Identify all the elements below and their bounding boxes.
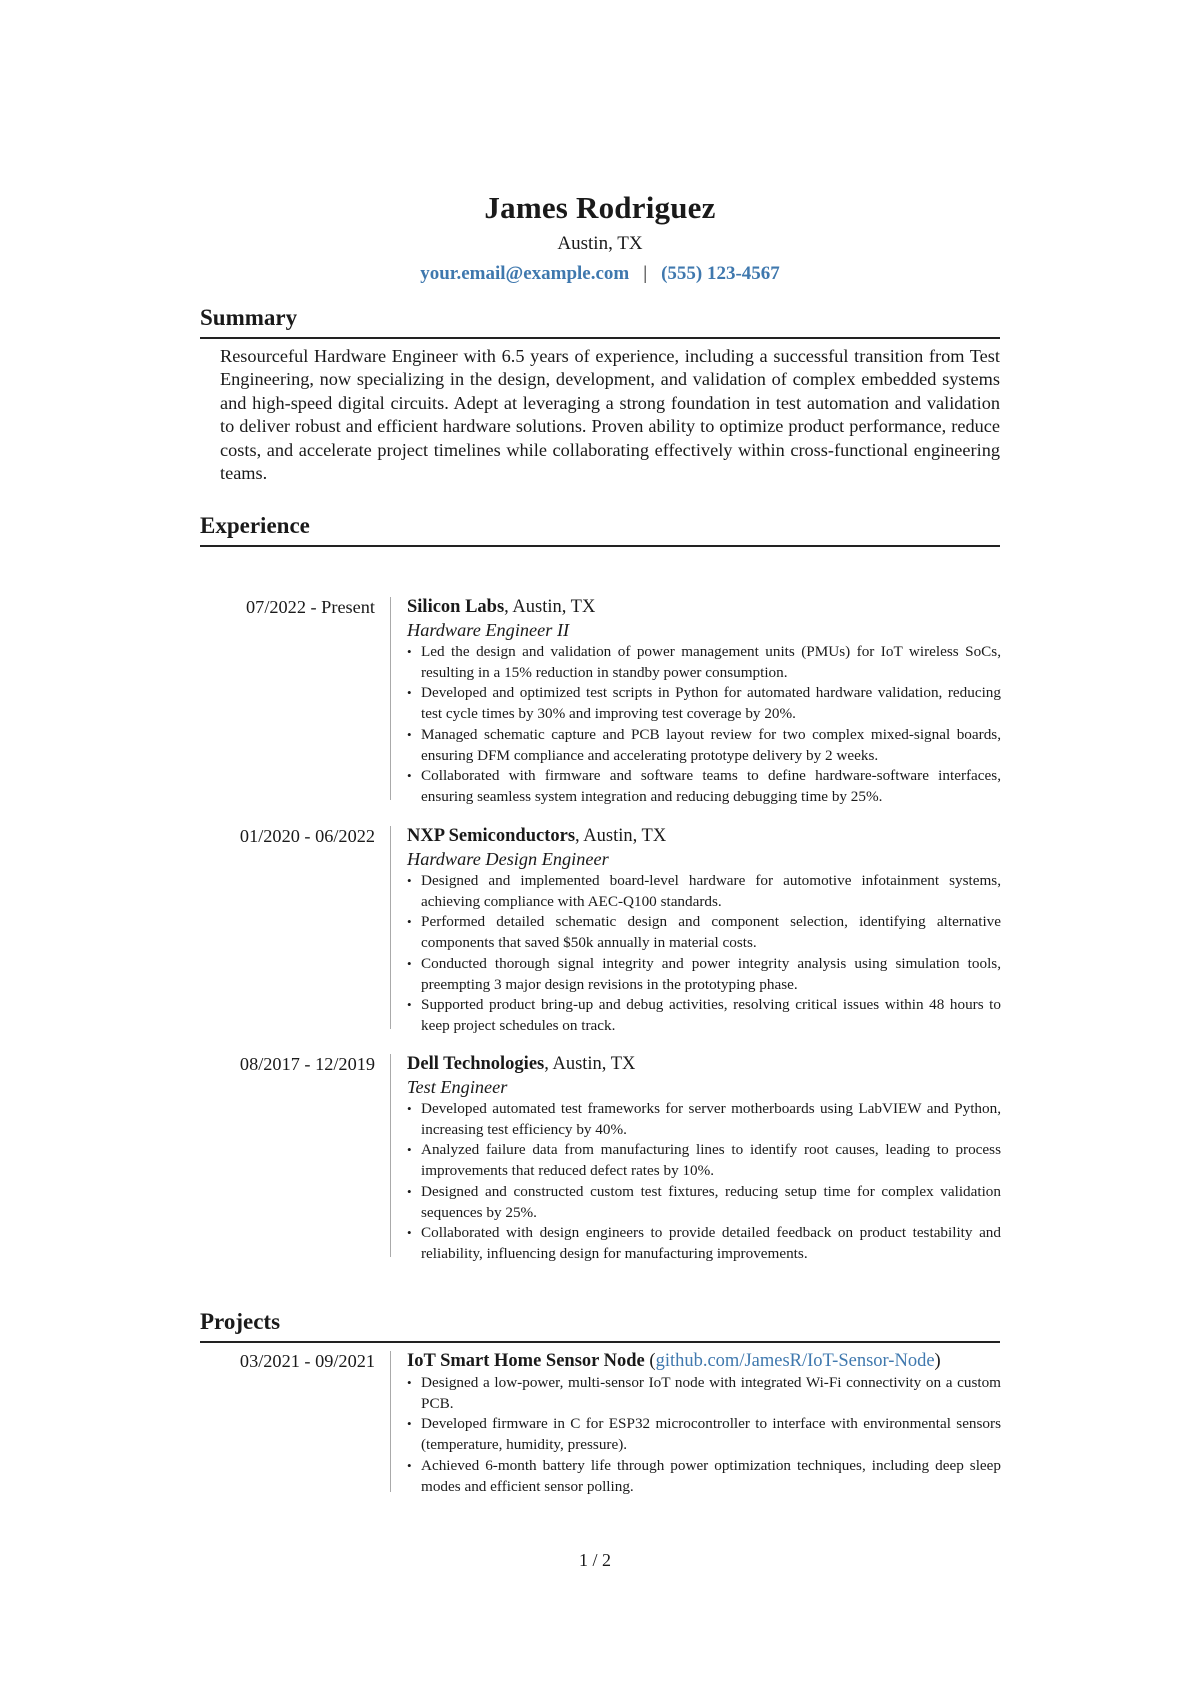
project-name: IoT Smart Home Sensor Node <box>407 1351 645 1371</box>
bullet-icon: • <box>407 997 412 1013</box>
list-item <box>407 1182 1001 1223</box>
bullet-icon: • <box>407 955 412 971</box>
bullet-icon: • <box>407 1225 412 1241</box>
job-title: Hardware Engineer II <box>407 620 570 640</box>
candidate-location: Austin, TX <box>557 233 643 254</box>
bullet-icon: • <box>407 768 412 784</box>
projects-section <box>200 1307 1000 1343</box>
org-line <box>407 1053 1001 1076</box>
entry-content <box>407 1350 1001 1497</box>
bullet-text: Achieved 6-month battery life through power optimization techniques, including deep sleep modes and efficient sensor polling. <box>421 1456 1001 1495</box>
company-name: NXP Semiconductors <box>407 826 576 846</box>
paren-close: ) <box>934 1351 941 1371</box>
section-divider <box>200 337 1000 339</box>
project-link[interactable]: github.com/JamesR/IoT-Sensor-Node <box>655 1351 935 1371</box>
paren-open: ( <box>644 1351 656 1371</box>
timeline-line <box>390 826 391 1029</box>
bullet-text: Supported product bring-up and debug activities, resolving critical issues within 48 hours to keep project schedules on track. <box>421 996 1001 1034</box>
timeline-line <box>390 1351 391 1492</box>
contact-separator: | <box>643 263 648 284</box>
bullet-text: Managed schematic capture and PCB layout review for two complex mixed-signal boards, ensuring DFM compliance and accelerating prototype delivery by 2 weeks. <box>421 725 1001 764</box>
bullet-text: Conducted thorough signal integrity and power integrity analysis using simulation tools, preempting 3 major design revisions in the prototyping phase. <box>421 954 1001 993</box>
bullet-icon: • <box>407 1416 412 1432</box>
company-location: , Austin, TX <box>575 826 667 846</box>
bullet-text: Led the design and validation of power management units (PMUs) for IoT wireless SoCs, resulting in a 15% reduction in standby power consumption. <box>421 643 1001 681</box>
achievement-list <box>407 1099 1001 1265</box>
entry-date: 01/2020 - 06/2022 <box>239 826 375 846</box>
summary-section <box>200 303 1000 485</box>
bullet-icon: • <box>407 1375 412 1390</box>
section-title-experience: Experience <box>200 513 310 538</box>
section-title-summary: Summary <box>200 305 298 330</box>
page-number: 1 / 2 <box>578 1550 611 1570</box>
company-location: , Austin, TX <box>544 1054 636 1074</box>
entry-date: 03/2021 - 09/2021 <box>239 1351 375 1371</box>
section-title-projects: Projects <box>200 1309 281 1334</box>
bullet-icon: • <box>407 914 412 930</box>
summary-text: Resourceful Hardware Engineer with 6.5 years of experience, including a successful transition from Test Engineering, now specializing in the design, development, and validation of complex embedded systems and high-speed digital circuits. Adept at leveraging a strong foundation in test automation and validation to deliver robust and efficient hardware solutions. Proven ability to optimize product performance, reduce costs, and accelerate project timelines while collaborating effectively within cross-functional engineering teams. <box>220 346 1000 484</box>
job-title: Hardware Design Engineer <box>407 849 609 869</box>
entry-date: 08/2017 - 12/2019 <box>239 1054 375 1074</box>
bullet-text: Developed firmware in C for ESP32 microcontroller to interface with environmental sensors (temperature, humidity, pressure). <box>421 1415 1001 1454</box>
list-item <box>407 912 1001 953</box>
company-name: Dell Technologies <box>407 1054 545 1074</box>
bullet-text: Developed and optimized test scripts in Python for automated hardware validation, reducing test cycle times by 30% and improving test coverage by 20%. <box>421 684 1001 723</box>
phone-link[interactable]: (555) 123-4567 <box>661 263 780 284</box>
bullet-text: Designed and implemented board-level hardware for automotive infotainment systems, achieving compliance with AEC-Q100 standards. <box>421 872 1001 910</box>
org-line <box>407 596 1001 619</box>
list-item <box>407 1456 1001 1497</box>
achievement-list <box>407 871 1001 1037</box>
list-item <box>407 725 1001 766</box>
bullet-icon: • <box>407 1183 412 1199</box>
list-item <box>407 1223 1001 1264</box>
bullet-text: Performed detailed schematic design and component selection, identifying alternative components that saved $50k annually in material costs. <box>421 913 1001 952</box>
bullet-text: Designed and constructed custom test fixtures, reducing setup time for complex validation sequences by 25%. <box>421 1182 1001 1221</box>
section-divider <box>200 545 1000 547</box>
list-item <box>407 995 1001 1036</box>
bullet-icon: • <box>407 726 412 742</box>
list-item <box>407 1414 1001 1455</box>
entry-content <box>407 1053 1001 1265</box>
bullet-text: Designed a low-power, multi-sensor IoT node with integrated Wi-Fi connectivity on a custom PCB. <box>421 1374 1001 1412</box>
list-item <box>407 1373 1001 1414</box>
bullet-icon: • <box>407 1457 412 1473</box>
bullet-text: Developed automated test frameworks for server motherboards using LabVIEW and Python, increasing test efficiency by 40%. <box>421 1100 1001 1138</box>
email-link[interactable]: your.email@example.com <box>420 263 630 284</box>
org-line <box>407 825 1001 848</box>
list-item <box>407 871 1001 912</box>
resume-header <box>200 188 1000 288</box>
bullet-icon: • <box>407 644 412 659</box>
list-item <box>407 954 1001 995</box>
list-item <box>407 642 1001 683</box>
list-item <box>407 766 1001 807</box>
candidate-name: James Rodriguez <box>484 190 716 225</box>
entry-content <box>407 596 1001 808</box>
entry-content <box>407 825 1001 1037</box>
bullet-icon: • <box>407 1142 412 1158</box>
bullet-icon: • <box>407 685 412 701</box>
bullet-icon: • <box>407 873 412 888</box>
list-item <box>407 1099 1001 1140</box>
bullet-text: Analyzed failure data from manufacturing lines to identify root causes, leading to process improvements that reduced defect rates by 10%. <box>421 1141 1001 1180</box>
section-divider <box>200 1341 1000 1343</box>
timeline-line <box>390 597 391 800</box>
list-item <box>407 1140 1001 1181</box>
achievement-list <box>407 642 1001 808</box>
company-location: , Austin, TX <box>504 597 596 617</box>
bullet-icon: • <box>407 1101 412 1116</box>
contact-line <box>200 260 1000 288</box>
bullet-text: Collaborated with design engineers to provide detailed feedback on product testability and reliability, influencing design for manufacturing improvements. <box>421 1224 1001 1262</box>
bullet-text: Collaborated with firmware and software teams to define hardware-software interfaces, ensuring seamless system integration and reducing debugging time by 25%. <box>421 767 1001 805</box>
company-name: Silicon Labs <box>407 597 505 617</box>
list-item <box>407 683 1001 724</box>
job-title: Test Engineer <box>407 1077 508 1097</box>
entry-date: 07/2022 - Present <box>246 597 375 617</box>
timeline-line <box>390 1054 391 1257</box>
experience-section <box>200 511 1000 547</box>
achievement-list <box>407 1373 1001 1497</box>
project-line <box>407 1350 1001 1373</box>
